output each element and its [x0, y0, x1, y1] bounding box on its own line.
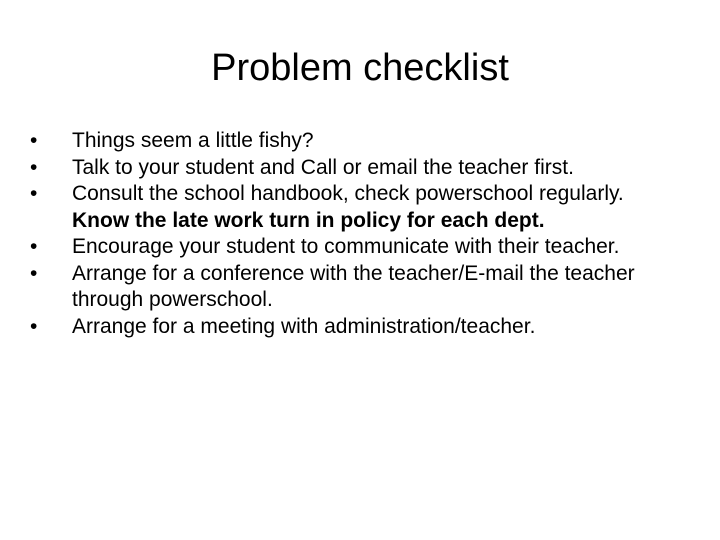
bullet-icon: •: [30, 182, 38, 205]
list-item: [30, 128, 670, 155]
bullet-text: Things seem a little fishy?: [72, 129, 314, 152]
list-item: [30, 181, 670, 234]
bullet-icon: •: [30, 129, 38, 152]
list-item: [30, 234, 670, 261]
bullet-text: Arrange for a conference with the teacher/E-mail the teacher through powerschool.: [72, 261, 635, 311]
bullet-icon: •: [30, 261, 38, 285]
list-item: [30, 261, 670, 314]
bullet-text: Talk to your student and Call or email the teacher first.: [72, 155, 574, 179]
bullet-icon: •: [30, 314, 38, 338]
slide-title: Problem checklist: [211, 47, 509, 89]
list-item: [30, 155, 670, 182]
bullet-text: Arrange for a meeting with administration/teacher.: [72, 314, 536, 338]
bullet-icon: •: [30, 235, 38, 258]
bullet-text: Consult the school handbook, check powerschool regularly.: [72, 182, 624, 205]
bullet-list: [30, 128, 670, 340]
bullet-text: Encourage your student to communicate with their teacher.: [72, 235, 620, 258]
bullet-bold-text: Know the late work turn in policy for each dept.: [72, 208, 545, 232]
list-item: [30, 314, 670, 341]
bullet-icon: •: [30, 155, 38, 179]
